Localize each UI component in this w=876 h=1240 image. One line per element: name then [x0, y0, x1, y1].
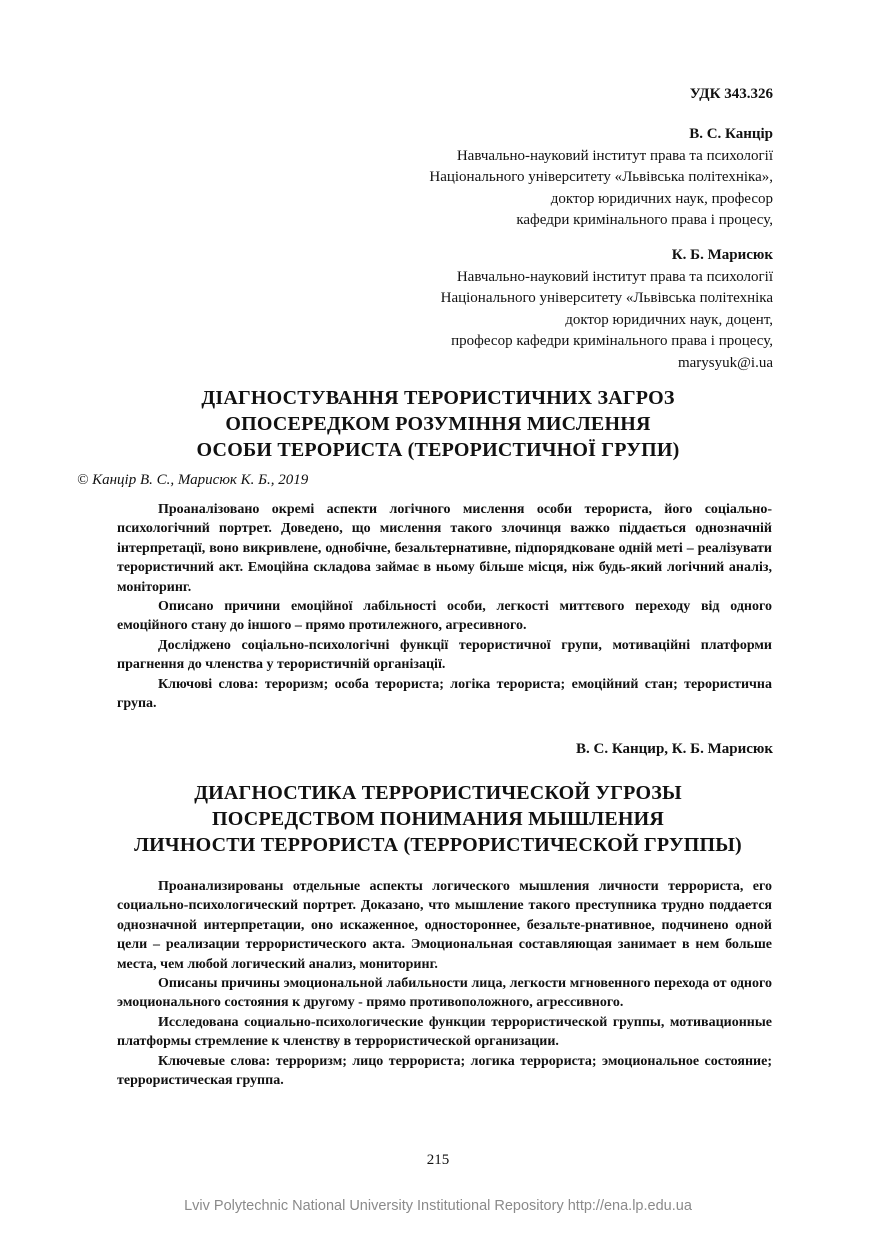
author-affiliation-line: доктор юридичних наук, доцент,	[565, 311, 773, 328]
author-affiliation-line: Національного університету «Львівська політехніка»,	[429, 169, 773, 185]
author-block-2	[441, 245, 773, 374]
abstract-russian	[117, 877, 772, 1090]
title-line: ПОСРЕДСТВОМ ПОНИМАНИЯ МЫШЛЕНИЯ	[211, 808, 665, 830]
author-affiliation-line: Національного університету «Львівська політехніка	[440, 290, 773, 306]
abstract-paragraph: Проаналізовано окремі аспекти логічного мислення особи терориста, його соціально-психологічний портрет. Доведено, що мислення такого злочинця важко піддається однозначній інтерпретації, воно викривлене, однобічне, безальтернативне, підпорядковане одній меті – реалізувати терористичний акт. Емоційна складова займає в ньому більше місця, ніж будь-який логічний аналіз, моніторинг.	[117, 502, 772, 595]
author-affiliation-line: Навчально-науковий інститут права та психології	[456, 147, 773, 164]
copyright-notice: © Канцір В. С., Марисюк К. Б., 2019	[77, 472, 309, 488]
author-email: marysyuk@i.ua	[677, 354, 773, 371]
author-name: К. Б. Марисюк	[671, 247, 773, 263]
abstract-paragraph: Описаны причины эмоциональной лабильности лица, легкости мгновенного перехода от одного эмоционального состояния к другому - прямо противоположного, агрессивного.	[117, 976, 772, 1011]
abstract-paragraph: Проанализированы отдельные аспекты логического мышления личности террориста, его социально-психологический портрет. Доказано, что мышление такого преступника трудно поддается однозначной интерпретации, оно искаженное, одностороннее, безальте-рнативное, подчинено одной цели – реализации террористического акта. Эмоциональная составляющая занимает в нем больше места, чем любой логический анализ, мониторинг.	[117, 879, 772, 972]
author-name: В. С. Канцір	[689, 126, 773, 142]
author-affiliation-line: доктор юридичних наук, професор	[550, 190, 773, 207]
repository-footer: Lviv Polytechnic National University Institutional Repository http://ena.lp.edu.ua	[184, 1198, 692, 1214]
author-block-1	[429, 124, 773, 232]
title-line: ЛИЧНОСТИ ТЕРРОРИСТА (ТЕРРОРИСТИЧЕСКОЙ ГРУППЫ)	[134, 834, 742, 856]
udk-code: УДК 343.326	[689, 86, 773, 102]
keywords: Ключові слова: тероризм; особа терориста; логіка терориста; емоційний стан; терористична група.	[117, 676, 772, 712]
abstract-paragraph: Досліджено соціально-психологічні функції терористичної групи, мотиваційні платформи прагнення до членства у терористичній організації.	[117, 637, 772, 673]
article-title-russian	[0, 780, 876, 858]
title-line: ОПОСЕРЕДКОМ РОЗУМІННЯ МИСЛЕННЯ	[225, 413, 651, 435]
author-affiliation-line: професор кафедри кримінального права і процесу,	[451, 333, 773, 349]
abstract-paragraph: Исследована социально-психологические функции террористической группы, мотивационные платформы стремление к членству в террористической организации.	[117, 1014, 772, 1050]
article-title-ukrainian	[0, 385, 876, 463]
page-number: 215	[426, 1152, 450, 1168]
author-affiliation-line: кафедри кримінального права і процесу,	[516, 212, 773, 228]
title-line: ОСОБИ ТЕРОРИСТА (ТЕРОРИСТИЧНОЇ ГРУПИ)	[196, 439, 680, 461]
authors-signature-russian: В. С. Канцир, К. Б. Марисюк	[576, 741, 773, 757]
keywords: Ключевые слова: терроризм; лицо террориста; логика террориста; эмоциональное состояние; террористическая группа.	[117, 1053, 772, 1089]
abstract-paragraph: Описано причини емоційної лабільності особи, легкості миттєвого переходу від одного емоційного стану до іншого – прямо протилежного, агресивного.	[117, 599, 772, 634]
author-affiliation-line: Навчально-науковий інститут права та психології	[456, 268, 773, 285]
title-line: ДІАГНОСТУВАННЯ ТЕРОРИСТИЧНИХ ЗАГРОЗ	[201, 387, 675, 409]
title-line: ДИАГНОСТИКА ТЕРРОРИСТИЧЕСКОЙ УГРОЗЫ	[194, 782, 682, 804]
abstract-ukrainian	[117, 500, 772, 713]
